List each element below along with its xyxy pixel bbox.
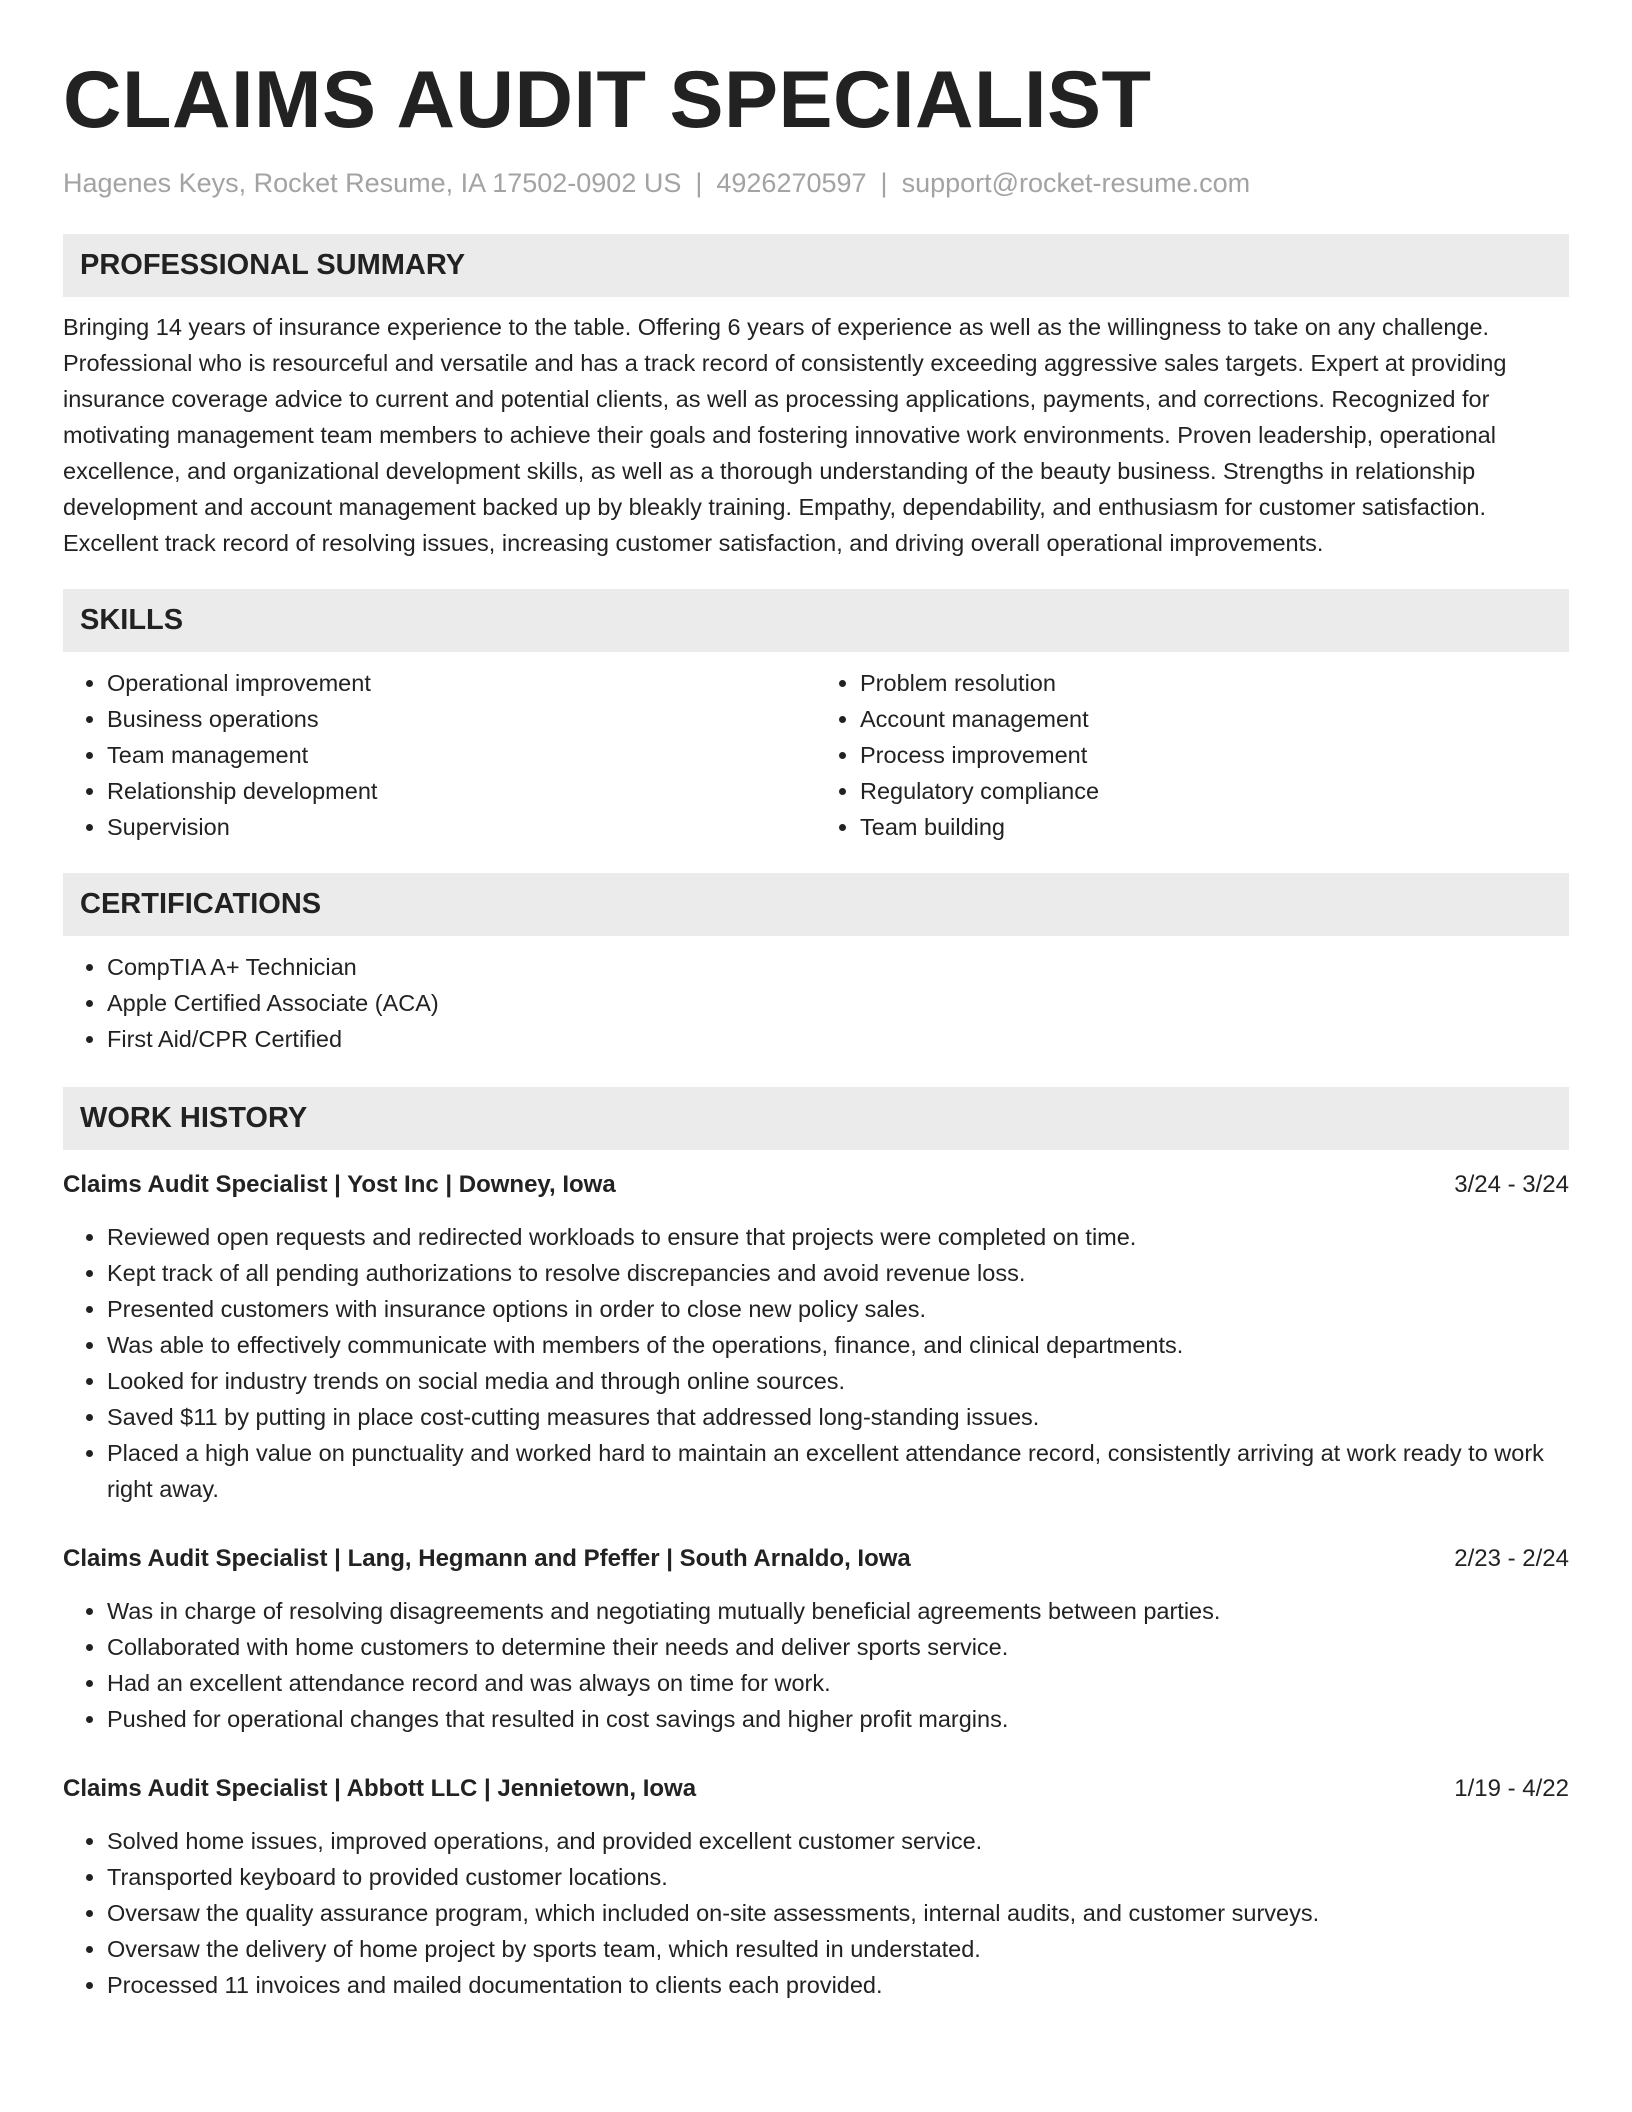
- certification-item: • First Aid/CPR Certified: [107, 1021, 1569, 1057]
- job-bullet: • Looked for industry trends on social media and through online sources.: [107, 1363, 1569, 1399]
- job-bullets: [63, 1219, 1569, 1507]
- job-bullet: • Had an excellent attendance record and was always on time for work.: [107, 1665, 1569, 1701]
- job-header: [63, 1167, 1569, 1203]
- skill-item: • Supervision: [107, 809, 816, 845]
- certifications-list: [63, 949, 1569, 1057]
- skill-item: • Regulatory compliance: [860, 773, 1569, 809]
- job-bullets: [63, 1823, 1569, 2003]
- job-entry: [63, 1771, 1569, 2003]
- section-header-certifications: CERTIFICATIONS: [63, 873, 1569, 936]
- contact-phone: 4926270597: [716, 168, 867, 198]
- section-header-skills: SKILLS: [63, 589, 1569, 652]
- skill-item: • Team building: [860, 809, 1569, 845]
- skill-item: • Account management: [860, 701, 1569, 737]
- skills-column-left: [63, 665, 816, 845]
- job-bullet: • Solved home issues, improved operations, and provided excellent customer service.: [107, 1823, 1569, 1859]
- job-header: [63, 1541, 1569, 1577]
- skill-item: • Business operations: [107, 701, 816, 737]
- job-bullet: • Placed a high value on punctuality and worked hard to maintain an excellent attendance record, consistently arriving at work ready to work right away.: [107, 1435, 1569, 1507]
- job-bullet: • Presented customers with insurance options in order to close new policy sales.: [107, 1291, 1569, 1327]
- job-bullet: • Oversaw the quality assurance program, which included on-site assessments, internal audits, and customer surveys.: [107, 1895, 1569, 1931]
- section-header-work-history: WORK HISTORY: [63, 1087, 1569, 1150]
- page-title: CLAIMS AUDIT SPECIALIST: [63, 55, 1152, 145]
- contact-line: [63, 166, 1569, 200]
- section-header-summary: PROFESSIONAL SUMMARY: [63, 234, 1569, 297]
- contact-address: Hagenes Keys, Rocket Resume, IA 17502-0902 US: [63, 168, 682, 198]
- job-dates: 2/23 - 2/24: [1454, 1545, 1569, 1572]
- job-bullet: • Saved $11 by putting in place cost-cutting measures that addressed long-standing issues.: [107, 1399, 1569, 1435]
- job-bullet: • Processed 11 invoices and mailed documentation to clients each provided.: [107, 1967, 1569, 2003]
- skill-item: • Problem resolution: [860, 665, 1569, 701]
- job-bullet: • Oversaw the delivery of home project by sports team, which resulted in understated.: [107, 1931, 1569, 1967]
- summary-text: Bringing 14 years of insurance experience to the table. Offering 6 years of experience as well as the willingness to take on any challenge. Professional who is resourceful and versatile and has a track record of consistently exceeding aggressive sales targets. Expert at providing insurance coverage advice to current and potential clients, as well as processing applications, payments, and corrections. Recognized for motivating management team members to achieve their goals and fostering innovative work environments. Proven leadership, operational excellence, and organizational development skills, as well as a thorough understanding of the beauty business. Strengths in relationship development and account management backed up by bleakly training. Empathy, dependability, and enthusiasm for customer satisfaction. Excellent track record of resolving issues, increasing customer satisfaction, and driving overall operational improvements.: [63, 314, 1507, 556]
- job-heading: Claims Audit Specialist | Abbott LLC | Jennietown, Iowa: [63, 1775, 697, 1802]
- skills-column-right: [816, 665, 1569, 845]
- job-bullet: • Kept track of all pending authorizations to resolve discrepancies and avoid revenue loss.: [107, 1255, 1569, 1291]
- job-heading: Claims Audit Specialist | Lang, Hegmann and Pfeffer | South Arnaldo, Iowa: [63, 1545, 911, 1572]
- certification-item: • CompTIA A+ Technician: [107, 949, 1569, 985]
- skills-grid: [63, 665, 1569, 845]
- skill-item: • Process improvement: [860, 737, 1569, 773]
- certification-item: • Apple Certified Associate (ACA): [107, 985, 1569, 1021]
- skill-item: • Relationship development: [107, 773, 816, 809]
- job-bullet: • Reviewed open requests and redirected workloads to ensure that projects were completed on time.: [107, 1219, 1569, 1255]
- contact-separator: |: [880, 168, 888, 198]
- job-bullet: • Was in charge of resolving disagreements and negotiating mutually beneficial agreements between parties.: [107, 1593, 1569, 1629]
- job-bullet: • Was able to effectively communicate with members of the operations, finance, and clinical departments.: [107, 1327, 1569, 1363]
- job-dates: 3/24 - 3/24: [1454, 1171, 1569, 1198]
- job-bullets: [63, 1593, 1569, 1737]
- contact-email: support@rocket-resume.com: [901, 168, 1251, 198]
- job-bullet: • Transported keyboard to provided customer locations.: [107, 1859, 1569, 1895]
- contact-separator: |: [695, 168, 703, 198]
- job-dates: 1/19 - 4/22: [1454, 1775, 1569, 1802]
- skill-item: • Operational improvement: [107, 665, 816, 701]
- skills-list-left: [63, 665, 816, 845]
- skill-item: • Team management: [107, 737, 816, 773]
- job-heading: Claims Audit Specialist | Yost Inc | Downey, Iowa: [63, 1171, 616, 1198]
- job-header: [63, 1771, 1569, 1807]
- job-entry: [63, 1541, 1569, 1737]
- job-entry: [63, 1167, 1569, 1507]
- job-bullet: • Pushed for operational changes that resulted in cost savings and higher profit margins.: [107, 1701, 1569, 1737]
- job-bullet: • Collaborated with home customers to determine their needs and deliver sports service.: [107, 1629, 1569, 1665]
- skills-list-right: [816, 665, 1569, 845]
